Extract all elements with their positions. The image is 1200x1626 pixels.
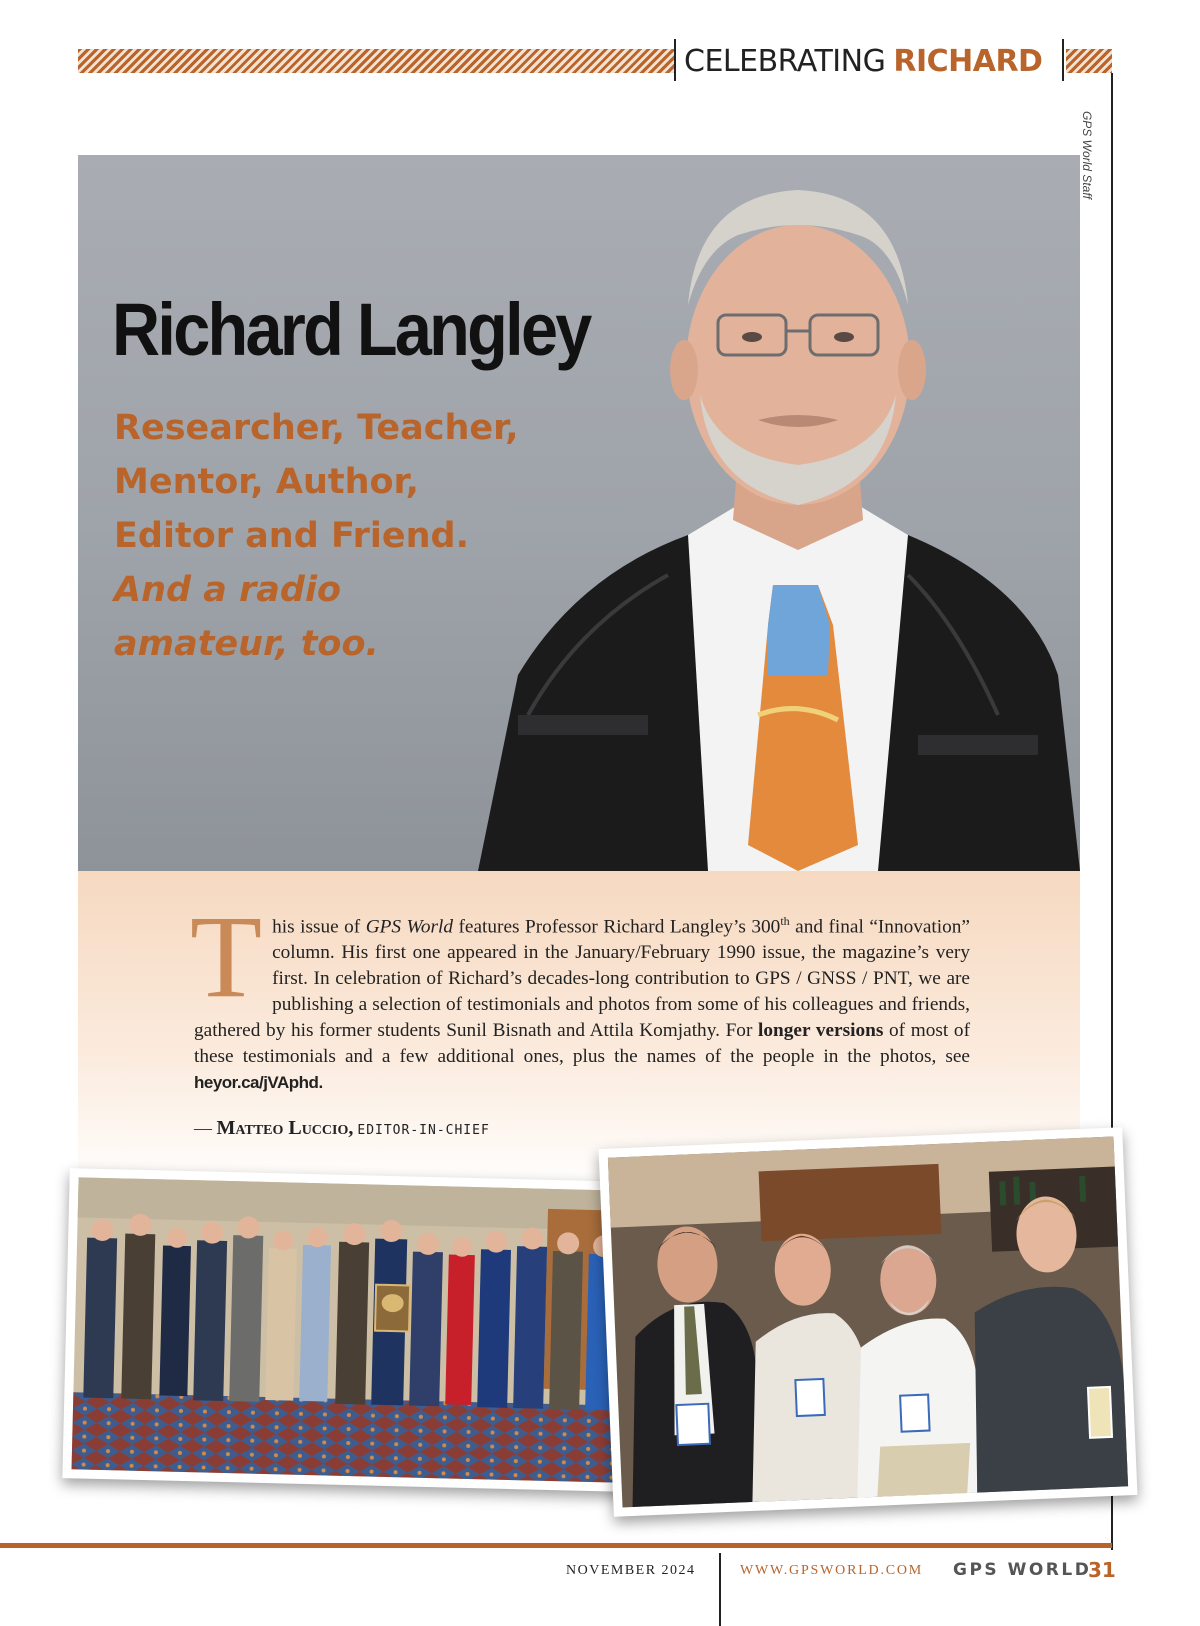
hero-portrait-section [78, 110, 1094, 871]
footer-website[interactable]: WWW.GPSWORLD.COM [740, 1563, 924, 1578]
hero-subtitle [114, 401, 554, 671]
intro-bold-text: longer versions [758, 1020, 884, 1042]
footer-brand: GPS WORLD [953, 1560, 1092, 1580]
byline-dash: — [194, 1118, 217, 1138]
group-photo-image [72, 1177, 625, 1482]
drop-cap: T [190, 891, 263, 1022]
byline-name: Matteo Luccio, [216, 1117, 354, 1139]
group-photo [62, 1168, 633, 1492]
header-divider-right [1062, 39, 1064, 81]
header-hatch-bar-left [78, 49, 674, 73]
header-divider-left [674, 39, 676, 81]
page-title: Richard Langley [112, 288, 590, 371]
page-number: 31 [1088, 1558, 1116, 1582]
reception-photo [599, 1127, 1138, 1517]
footer-rule [0, 1543, 1112, 1548]
subtitle-line: Mentor, Author, [114, 462, 419, 502]
section-label: CELEBRATING [684, 43, 886, 79]
intro-text: features Professor Richard Langley’s 300 [453, 916, 781, 938]
header-hatch-bar-right [1066, 49, 1112, 73]
intro-paragraph [190, 891, 970, 1096]
subtitle-italic-line: And a radio [114, 570, 342, 610]
section-label-accent: RICHARD [893, 43, 1043, 79]
subtitle-line: Researcher, Teacher, [114, 408, 519, 448]
intro-text: his issue of [272, 916, 366, 938]
subtitle-line: Editor and Friend. [114, 516, 469, 556]
subtitle-italic-line: amateur, too. [114, 624, 379, 664]
magazine-name: GPS World [365, 916, 453, 938]
intro-text: and final “Innovation” column. His first one appeared in the January/February 1990 issue, the magazine’s very first. In celebration of Richard’s decades-long contribution to GPS / GNSS / PNT, we are publishing a selection of testimonials and photos from some of his colleagues and friends, gathered by his former students Sunil Bisnath and Attila Komjathy. For [194, 916, 970, 1042]
byline-role: EDITOR-IN-CHIEF [357, 1123, 490, 1138]
ordinal-suffix: th [780, 914, 790, 928]
reception-photo-image [608, 1137, 1128, 1508]
section-title [684, 40, 1060, 82]
intro-url[interactable]: heyor.ca/jVAphd. [194, 1073, 323, 1093]
photo-credit: GPS World Staff [1080, 110, 1094, 199]
byline [194, 1117, 490, 1140]
footer-divider [719, 1553, 721, 1626]
intro-text: of most of these testimonials and a few additional ones, plus the names of the people in the photos, see [194, 1020, 970, 1068]
footer-issue-date: NOVEMBER 2024 [566, 1563, 696, 1578]
